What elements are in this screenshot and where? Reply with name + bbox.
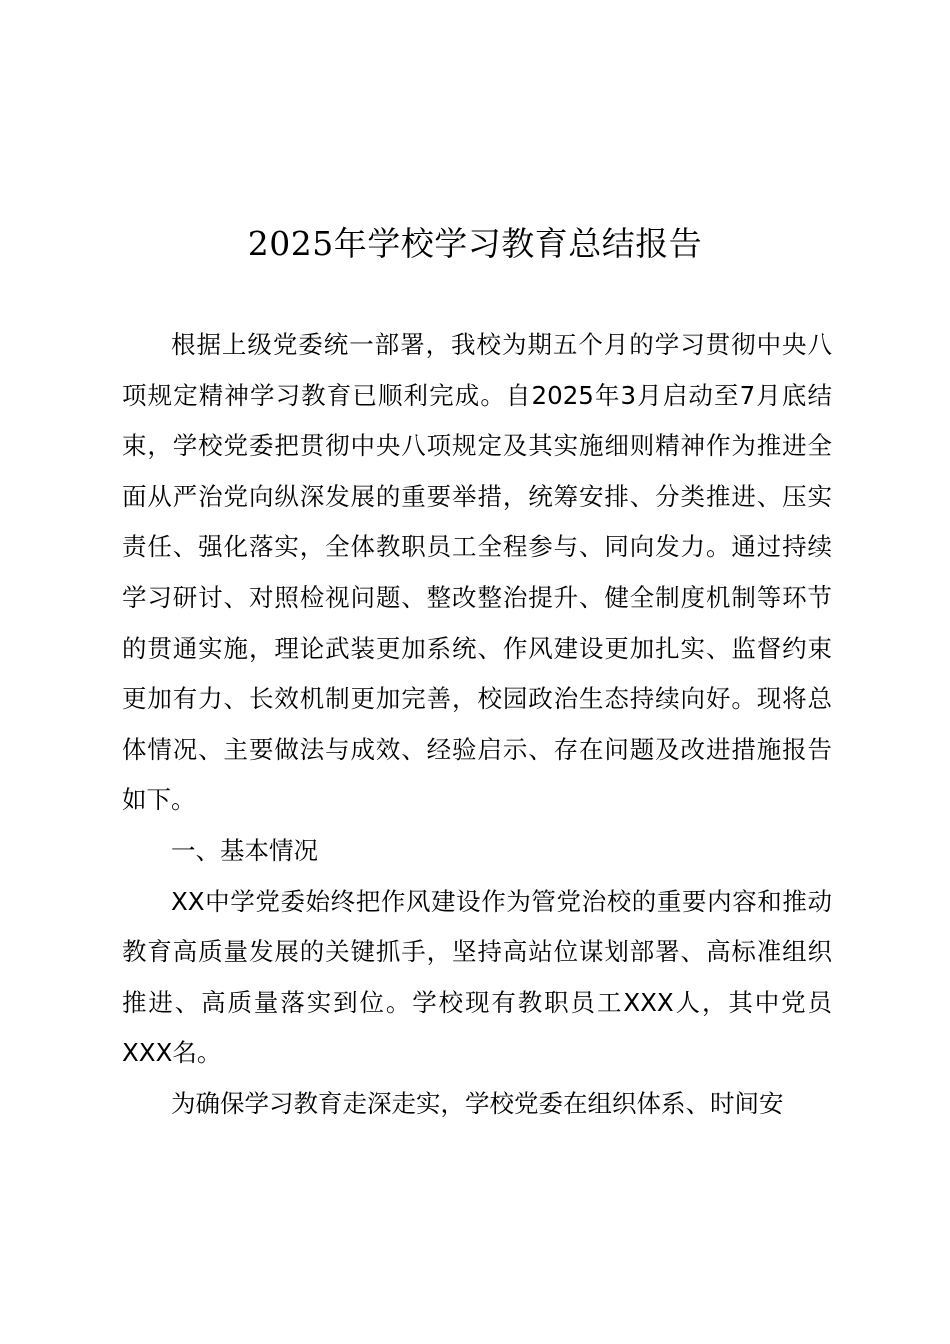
intro-paragraph: 根据上级党委统一部署，我校为期五个月的学习贯彻中央八项规定精神学习教育已顺利完成。自2025年3月启动至7月底结束，学校党委把贯彻中央八项规定及其实施细则精神作为推进全面从严治党向纵深发展的重要举措，统筹安排、分类推进、压实责任、强化落实，全体教职员工全程参与、同向发力。通过持续学习研讨、对照检视问题、整改整治提升、健全制度机制等环节的贯通实施，理论武装更加系统、作风建设更加扎实、监督约束更加有力、长效机制更加完善，校园政治生态持续向好。现将总体情况、主要做法与成效、经验启示、存在问题及改进措施报告如下。 — [122, 330, 832, 815]
document-body — [122, 320, 832, 1130]
organization-paragraph: 为确保学习教育走深走实，学校党委在组织体系、时间安 — [171, 1088, 784, 1118]
section-heading-basic-situation: 一、基本情况 — [171, 835, 318, 865]
document-title: 2025年学校学习教育总结报告 — [247, 224, 703, 263]
basic-situation-paragraph: XX中学党委始终把作风建设作为管党治校的重要内容和推动教育高质量发展的关键抓手，坚持高站位谋划部署、高标准组织推进、高质量落实到位。学校现有教职员工XXX人，其中党员XXX名。 — [122, 886, 832, 1068]
